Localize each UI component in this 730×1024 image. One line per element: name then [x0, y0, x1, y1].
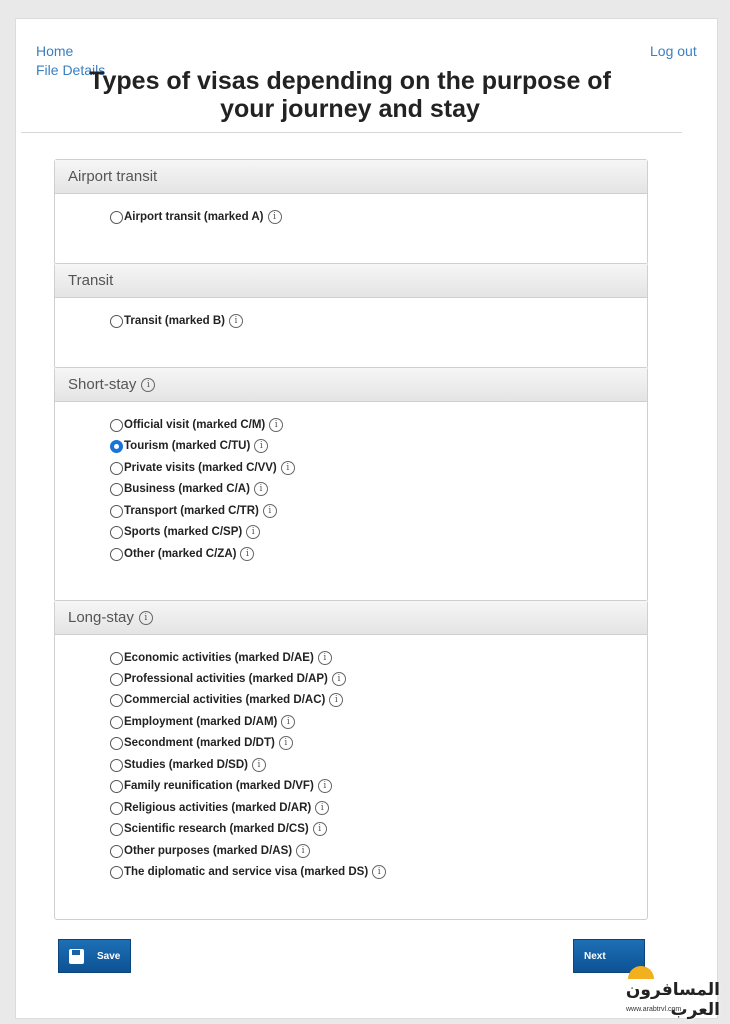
option-secondment[interactable] [110, 735, 293, 751]
next-label: Next [584, 950, 606, 962]
info-icon[interactable]: i [281, 715, 295, 729]
radio-button[interactable] [110, 845, 123, 858]
radio-button-selected[interactable] [110, 440, 123, 453]
option-label: Sports (marked C/SP) [124, 526, 243, 538]
info-icon[interactable]: i [372, 865, 386, 879]
option-label: The diplomatic and service visa (marked DS) [124, 866, 369, 878]
option-label: Transit (marked B) [124, 315, 225, 327]
option-employment[interactable] [110, 714, 295, 730]
option-label: Employment (marked D/AM) [124, 716, 278, 728]
info-icon[interactable]: i [254, 439, 268, 453]
option-private-visits[interactable] [110, 460, 295, 476]
panel-airport-transit [54, 159, 648, 265]
option-label: Airport transit (marked A) [124, 211, 264, 223]
radio-button[interactable] [110, 694, 123, 707]
option-religious-activities[interactable] [110, 800, 329, 816]
logout-link[interactable]: Log out [650, 43, 697, 59]
option-label: Economic activities (marked D/AE) [124, 652, 314, 664]
info-icon[interactable]: i [315, 801, 329, 815]
watermark-url: www.arabtrvl.com [626, 1006, 682, 1013]
section-title: Transit [68, 272, 114, 289]
radio-button[interactable] [110, 462, 123, 475]
file-details-link[interactable]: File Details [36, 62, 106, 78]
option-label: Tourism (marked C/TU) [124, 440, 251, 452]
info-icon[interactable]: i [329, 693, 343, 707]
radio-button[interactable] [110, 652, 123, 665]
info-icon[interactable]: i [229, 314, 243, 328]
option-label: Scientific research (marked D/CS) [124, 823, 309, 835]
watermark-logo-text: المسافرون العرب [625, 980, 720, 1020]
option-label: Transport (marked C/TR) [124, 505, 259, 517]
info-icon[interactable]: i [246, 525, 260, 539]
option-studies[interactable] [110, 757, 266, 773]
info-icon[interactable]: i [254, 482, 268, 496]
info-icon[interactable]: i [318, 779, 332, 793]
panel-header [55, 160, 647, 194]
section-title: Short-stay [68, 376, 137, 393]
option-family-reunification[interactable] [110, 778, 332, 794]
info-icon[interactable]: i [281, 461, 295, 475]
option-business[interactable] [110, 481, 268, 497]
info-icon[interactable]: i [313, 822, 327, 836]
panel-long-stay [54, 600, 648, 920]
section-title: Airport transit [68, 168, 158, 185]
radio-button[interactable] [110, 759, 123, 772]
option-economic-activities[interactable] [110, 650, 332, 666]
radio-button[interactable] [110, 780, 123, 793]
radio-button[interactable] [110, 673, 123, 686]
option-label: Business (marked C/A) [124, 483, 250, 495]
radio-button[interactable] [110, 419, 123, 432]
info-icon[interactable]: i [279, 736, 293, 750]
panel-header [55, 264, 647, 298]
radio-button[interactable] [110, 505, 123, 518]
option-transport[interactable] [110, 503, 277, 519]
page-title: Types of visas depending on the purpose of your journey and stay [89, 67, 611, 123]
option-airport-transit[interactable] [110, 209, 282, 225]
section-title: Long-stay [68, 609, 134, 626]
radio-button[interactable] [110, 211, 123, 224]
option-official-visit[interactable] [110, 417, 283, 433]
info-icon[interactable]: i [268, 210, 282, 224]
radio-button[interactable] [110, 548, 123, 561]
radio-button[interactable] [110, 315, 123, 328]
option-label: Religious activities (marked D/AR) [124, 802, 312, 814]
radio-button[interactable] [110, 483, 123, 496]
radio-button[interactable] [110, 866, 123, 879]
divider [21, 132, 682, 133]
option-label: Studies (marked D/SD) [124, 759, 248, 771]
radio-button[interactable] [110, 737, 123, 750]
save-button[interactable] [58, 939, 131, 973]
info-icon[interactable]: i [141, 378, 155, 392]
save-label: Save [97, 950, 121, 962]
option-sports[interactable] [110, 524, 260, 540]
info-icon[interactable]: i [332, 672, 346, 686]
panel-transit [54, 263, 648, 369]
info-icon[interactable]: i [269, 418, 283, 432]
option-tourism[interactable] [110, 438, 268, 454]
info-icon[interactable]: i [318, 651, 332, 665]
option-professional-activities[interactable] [110, 671, 346, 687]
option-label: Other (marked C/ZA) [124, 548, 237, 560]
info-icon[interactable]: i [240, 547, 254, 561]
option-label: Secondment (marked D/DT) [124, 737, 275, 749]
option-diplomatic-service-visa[interactable] [110, 864, 386, 880]
info-icon[interactable]: i [296, 844, 310, 858]
option-commercial-activities[interactable] [110, 692, 343, 708]
option-label: Professional activities (marked D/AP) [124, 673, 328, 685]
panel-short-stay [54, 367, 648, 602]
home-link[interactable]: Home [36, 43, 74, 59]
panel-header [55, 368, 647, 402]
option-scientific-research[interactable] [110, 821, 327, 837]
option-label: Family reunification (marked D/VF) [124, 780, 314, 792]
option-other[interactable] [110, 546, 254, 562]
option-label: Private visits (marked C/VV) [124, 462, 277, 474]
option-transit[interactable] [110, 313, 243, 329]
radio-button[interactable] [110, 526, 123, 539]
option-other-purposes[interactable] [110, 843, 310, 859]
radio-button[interactable] [110, 823, 123, 836]
floppy-disk-icon [69, 949, 84, 964]
option-label: Other purposes (marked D/AS) [124, 845, 293, 857]
option-label: Official visit (marked C/M) [124, 419, 266, 431]
info-icon[interactable]: i [252, 758, 266, 772]
option-label: Commercial activities (marked D/AC) [124, 694, 326, 706]
info-icon[interactable]: i [263, 504, 277, 518]
info-icon[interactable]: i [139, 611, 153, 625]
panel-header [55, 601, 647, 635]
radio-button[interactable] [110, 802, 123, 815]
radio-button[interactable] [110, 716, 123, 729]
